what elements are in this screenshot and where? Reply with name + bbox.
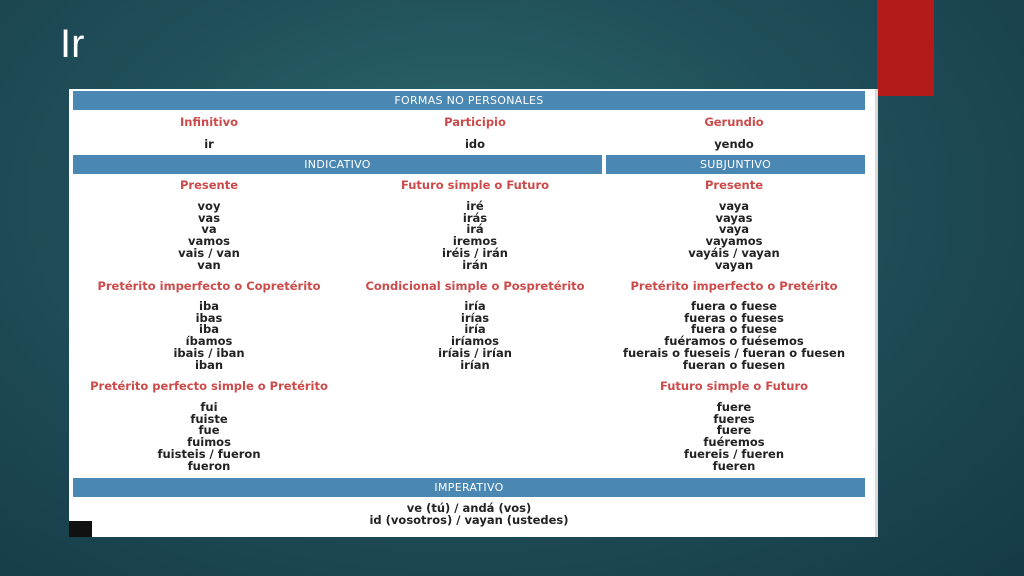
- list-item: iba: [199, 299, 219, 313]
- label-sub-presente: Presente: [704, 178, 764, 192]
- label-ind-perfecto: Pretérito perfecto simple o Pretérito: [90, 379, 328, 393]
- list-item: fuerais o fueseis / fueran o fuesen: [622, 345, 846, 360]
- conjugation-table: [69, 89, 878, 537]
- list-item: vais / van: [178, 245, 240, 260]
- list-item: vas: [197, 210, 221, 225]
- imperativo-line-1: ve (tú) / andá (vos): [406, 501, 532, 515]
- accent-bar: [877, 0, 934, 96]
- list-item: iré: [466, 199, 484, 213]
- corner-block: [69, 521, 92, 537]
- header-no-personales: FORMAS NO PERSONALES: [73, 91, 865, 110]
- slide-title: Ir: [60, 22, 85, 66]
- list-ind-condicional: [339, 301, 611, 371]
- list-ind-futuro: [339, 201, 611, 271]
- label-ind-imperfecto: Pretérito imperfecto o Copretérito: [97, 279, 321, 293]
- list-item: vayáis / vayan: [688, 245, 780, 260]
- list-item: voy: [197, 199, 221, 213]
- list-ind-presente: [69, 201, 349, 271]
- list-item: fueron: [187, 458, 231, 473]
- label-sub-futuro: Futuro simple o Futuro: [659, 379, 809, 393]
- list-item: vayas: [715, 210, 753, 225]
- list-ind-imperfecto: [69, 301, 349, 371]
- list-item: irás: [462, 210, 488, 225]
- list-item: fui: [200, 400, 218, 414]
- list-item: vaya: [718, 222, 750, 237]
- list-item: iría: [464, 299, 486, 313]
- list-item: irá: [466, 222, 484, 237]
- list-item: iban: [194, 357, 224, 372]
- list-item: vamos: [188, 234, 230, 249]
- label-infinitivo: Infinitivo: [180, 115, 238, 129]
- list-sub-imperfecto: [604, 301, 864, 371]
- list-item: fueres: [713, 411, 755, 426]
- list-item: fuéremos: [703, 435, 765, 450]
- list-item: fueran o fuesen: [682, 357, 786, 372]
- list-item: van: [197, 257, 221, 272]
- header-subjuntivo: SUBJUNTIVO: [606, 155, 865, 174]
- list-item: irías: [460, 310, 490, 325]
- label-participio: Participio: [444, 115, 506, 129]
- list-item: iría: [464, 322, 486, 337]
- value-infinitivo: ir: [204, 137, 214, 151]
- list-item: iríais / irían: [438, 345, 512, 360]
- label-sub-imperfecto: Pretérito imperfecto o Pretérito: [630, 279, 838, 293]
- header-indicativo: INDICATIVO: [73, 155, 602, 174]
- list-item: fuere: [716, 400, 752, 414]
- label-gerundio: Gerundio: [704, 115, 764, 129]
- list-item: fuereis / fueren: [683, 446, 785, 461]
- list-item: vaya: [718, 199, 750, 213]
- list-item: fuéramos o fuésemos: [664, 334, 804, 349]
- imperativo-line-2: id (vosotros) / vayan (ustedes): [369, 513, 569, 527]
- list-item: fuera o fuese: [691, 299, 777, 313]
- list-item: fue: [198, 423, 220, 438]
- list-item: ibais / iban: [173, 345, 245, 360]
- label-ind-presente: Presente: [179, 178, 239, 192]
- label-ind-futuro: Futuro simple o Futuro: [400, 178, 550, 192]
- value-gerundio: yendo: [714, 137, 754, 151]
- list-item: iréis / irán: [442, 245, 508, 260]
- list-sub-futuro: [604, 402, 864, 472]
- header-imperativo: IMPERATIVO: [73, 478, 865, 497]
- list-item: iremos: [452, 234, 498, 249]
- list-ind-perfecto: [69, 402, 349, 472]
- value-participio: ido: [464, 137, 486, 151]
- list-item: fuiste: [190, 411, 228, 426]
- list-item: iba: [199, 322, 219, 337]
- list-item: fuera o fuese: [691, 322, 777, 337]
- list-item: fueras o fueses: [684, 310, 784, 325]
- list-item: fuisteis / fueron: [157, 446, 261, 461]
- list-item: fueren: [712, 458, 756, 473]
- list-item: iríamos: [450, 334, 500, 349]
- list-item: ibas: [195, 310, 223, 325]
- list-item: vayamos: [705, 234, 763, 249]
- list-sub-presente: [604, 201, 864, 271]
- list-item: íbamos: [185, 334, 233, 349]
- list-item: va: [201, 222, 217, 237]
- list-item: irán: [462, 257, 488, 272]
- list-item: vayan: [714, 257, 754, 272]
- list-item: fuere: [716, 423, 752, 438]
- list-item: fuimos: [187, 435, 231, 450]
- label-ind-condicional: Condicional simple o Pospretérito: [365, 279, 585, 293]
- list-item: irían: [460, 357, 490, 372]
